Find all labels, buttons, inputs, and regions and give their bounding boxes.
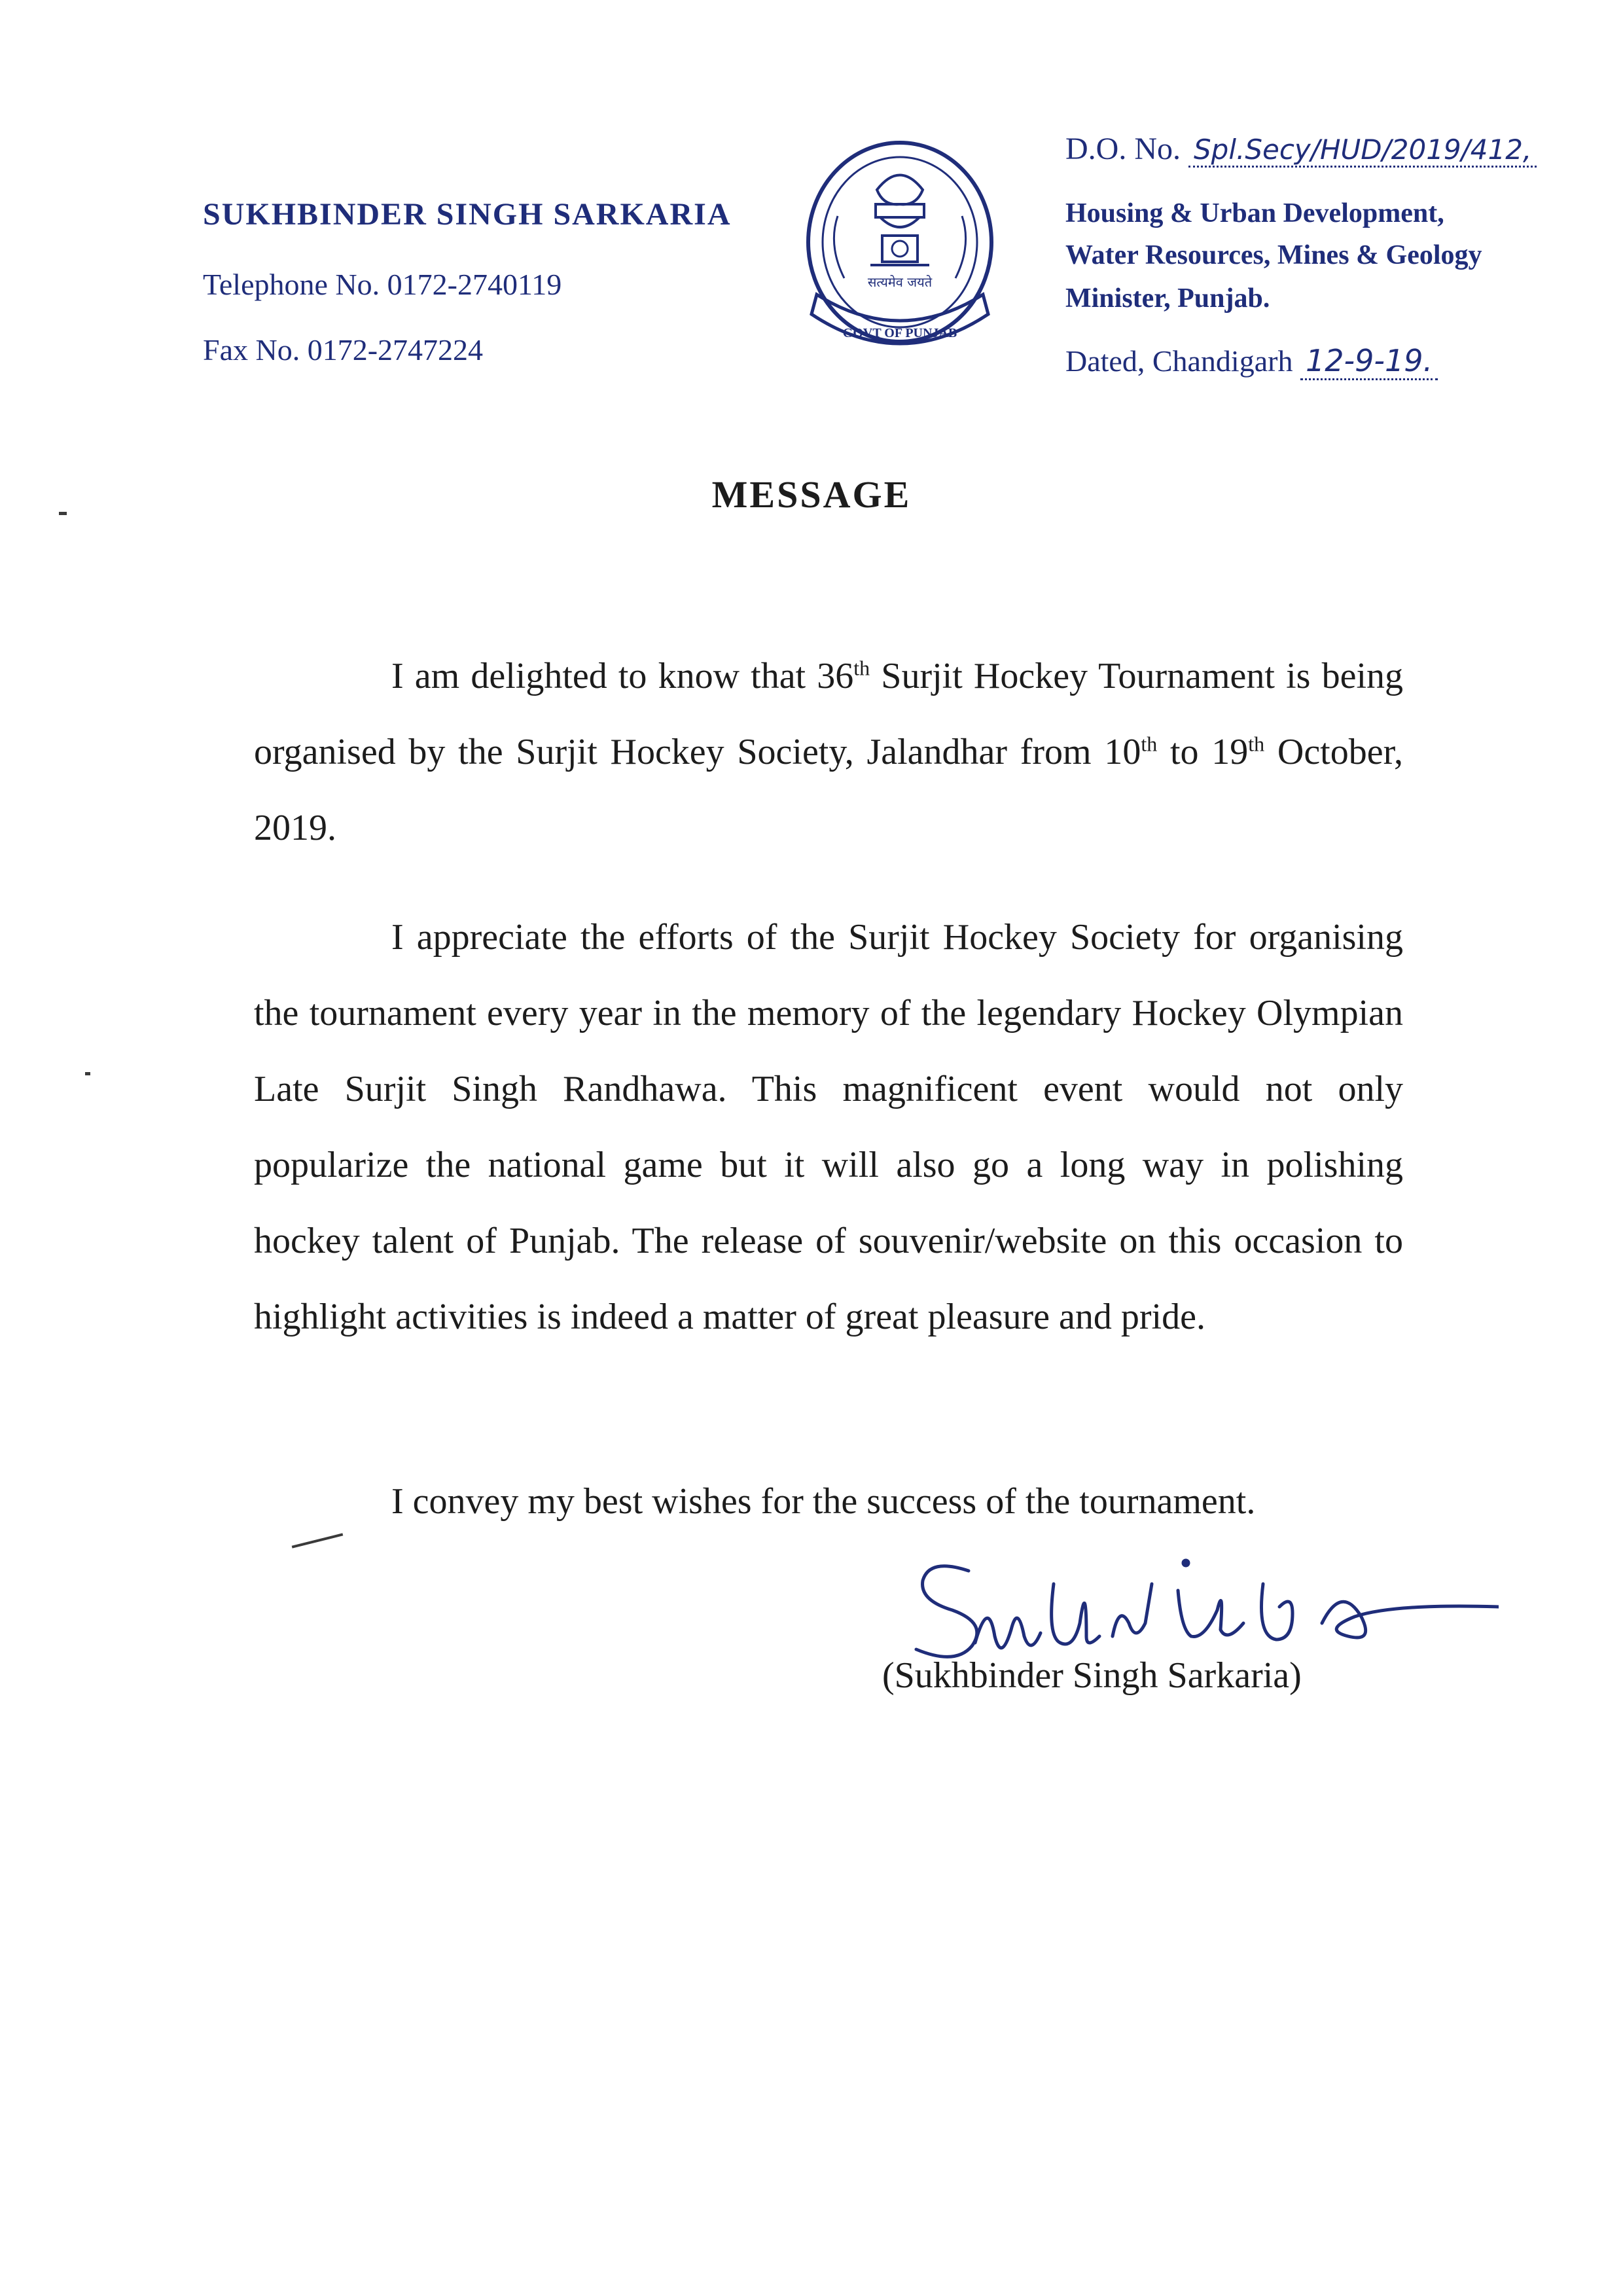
ordinal-suffix: th bbox=[853, 656, 870, 680]
emblem-ring-text: GOVT OF PUNJAB bbox=[842, 326, 957, 340]
sender-name: SUKHBINDER SINGH SARKARIA bbox=[203, 197, 732, 232]
paragraph-1 bbox=[254, 638, 1403, 866]
paragraph-1-part-c: to 19 bbox=[1157, 732, 1249, 772]
scan-speck bbox=[85, 1072, 90, 1075]
paragraph-3: I convey my best wishes for the success of the tournament. bbox=[391, 1481, 1256, 1522]
letter-title: MESSAGE bbox=[711, 473, 912, 516]
state-emblem-seal-icon bbox=[798, 137, 1001, 386]
scan-speck bbox=[59, 512, 67, 515]
paragraph-1-part-a: I am delighted to know that 36 bbox=[391, 656, 854, 696]
ordinal-suffix: th bbox=[1141, 732, 1158, 756]
office-line-1: Housing & Urban Development, bbox=[1065, 198, 1444, 228]
paragraph-2: I appreciate the efforts of the Surjit Hockey Society for organising the tournament every year in the memory of the legendary Hockey Olympian Late Surjit Singh Randhawa. This magnificent event would not only popularize the national game but it will also go a long way in polishing hockey talent of Punjab. The release of souvenir/website on this occasion to highlight activities is indeed a matter of great pleasure and pride. bbox=[254, 917, 1403, 1337]
office-line-3: Minister, Punjab. bbox=[1065, 283, 1270, 314]
do-number-line bbox=[1065, 131, 1537, 167]
paragraph-1-part-b: Surjit Hockey Tournament is being organised by the Surjit Hockey Society, Jalandhar from 10 bbox=[254, 656, 1404, 772]
do-label: D.O. No. bbox=[1065, 132, 1181, 166]
dated-label: Dated, Chandigarh bbox=[1065, 344, 1293, 378]
signatory-name: (Sukhbinder Singh Sarkaria) bbox=[882, 1655, 1302, 1696]
dated-value: 12-9-19. bbox=[1300, 343, 1438, 380]
office-line-2: Water Resources, Mines & Geology bbox=[1065, 240, 1482, 270]
dated-line bbox=[1065, 343, 1438, 378]
emblem-motto: सत्यमेव जयते bbox=[867, 274, 933, 290]
do-number: Spl.Secy/HUD/2019/412, bbox=[1188, 134, 1537, 168]
sender-fax: Fax No. 0172-2747224 bbox=[203, 333, 484, 367]
ordinal-suffix: th bbox=[1248, 732, 1265, 756]
paragraph-1-part-d: October, 2019. bbox=[254, 732, 1404, 848]
sender-telephone: Telephone No. 0172-2740119 bbox=[203, 268, 562, 301]
